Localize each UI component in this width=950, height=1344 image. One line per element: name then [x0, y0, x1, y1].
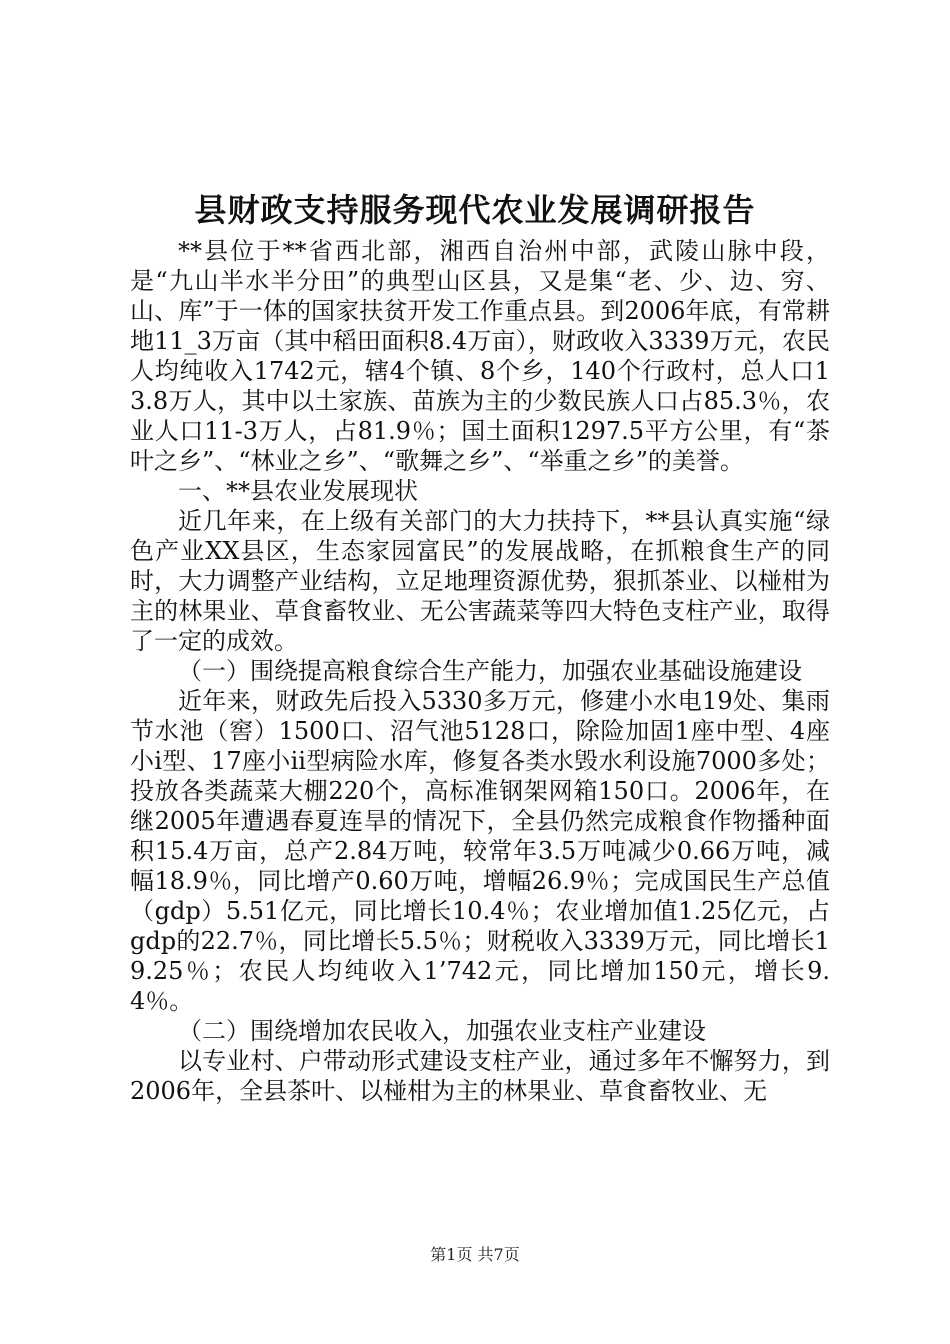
- page-title: 县财政支持服务现代农业发展调研报告: [194, 191, 756, 229]
- intro-paragraph: **县位于**省西北部，湘西自治州中部，武陵山脉中段，是“九山半水半分田”的典型山区县，又是集“老、少、边、穷、山、库”于一体的国家扶贫开发工作重点县。到2006年底，有常耕地11_3万亩（其中稻田面积8.4万亩），财政收入3339万元，农民人均纯收入1742元，辖4个镇、8个乡，140个行政村，总人口13.8万人，其中以土家族、苗族为主的少数民族人口占85.3％，农业人口11-3万人，占81.9％；国土面积1297.5平方公里，有“茶叶之乡”、“林业之乡”、“歌舞之乡”、“举重之乡”的美誉。: [130, 237, 830, 475]
- subsection-1-paragraph: 近年来，财政先后投入5330多万元，修建小水电19处、集雨节水池（窖）1500口、沼气池5128口，除险加固1座中型、4座小ⅰ型、17座小ⅱ型病险水库，修复各类水毁水利设施7000多处；投放各类蔬菜大棚220个，高标准钢架网箱150口。2006年，在继2005年遭遇春夏连旱的情况下，全县仍然完成粮食作物播种面积15.4万亩，总产2.84万吨，较常年3.5万吨减少0.66万吨，减幅18.9％，同比增产0.60万吨，增幅26.9％；完成国民生产总值（gdp）5.51亿元，同比增长10.4％；农业增加值1.25亿元，占gdp的22.7％，同比增长5.5％；财税收入3339万元，同比增长19.25％；农民人均纯收入1’742元，同比增加150元，增长9.4％。: [130, 687, 830, 1015]
- section-1-paragraph: 近几年来，在上级有关部门的大力扶持下，**县认真实施“绿色产业XX县区，生态家园富民”的发展战略，在抓粮食生产的同时，大力调整产业结构，立足地理资源优势，狠抓茶业、以椪柑为主的林果业、草食畜牧业、无公害蔬菜等四大特色支柱产业，取得了一定的成效。: [130, 507, 830, 655]
- document-body: [130, 236, 830, 1106]
- section-heading-1: 一、**县农业发展现状: [178, 477, 418, 505]
- subsection-heading-2: （二）围绕增加农民收入，加强农业支柱产业建设: [178, 1017, 706, 1045]
- subsection-2-paragraph: 以专业村、户带动形式建设支柱产业，通过多年不懈努力，到2006年，全县茶叶、以椪柑为主的林果业、草食畜牧业、无: [130, 1047, 830, 1105]
- page-number-footer: 第1页 共7页: [430, 1245, 520, 1264]
- subsection-heading-1: （一）围绕提高粮食综合生产能力，加强农业基础设施建设: [178, 657, 802, 685]
